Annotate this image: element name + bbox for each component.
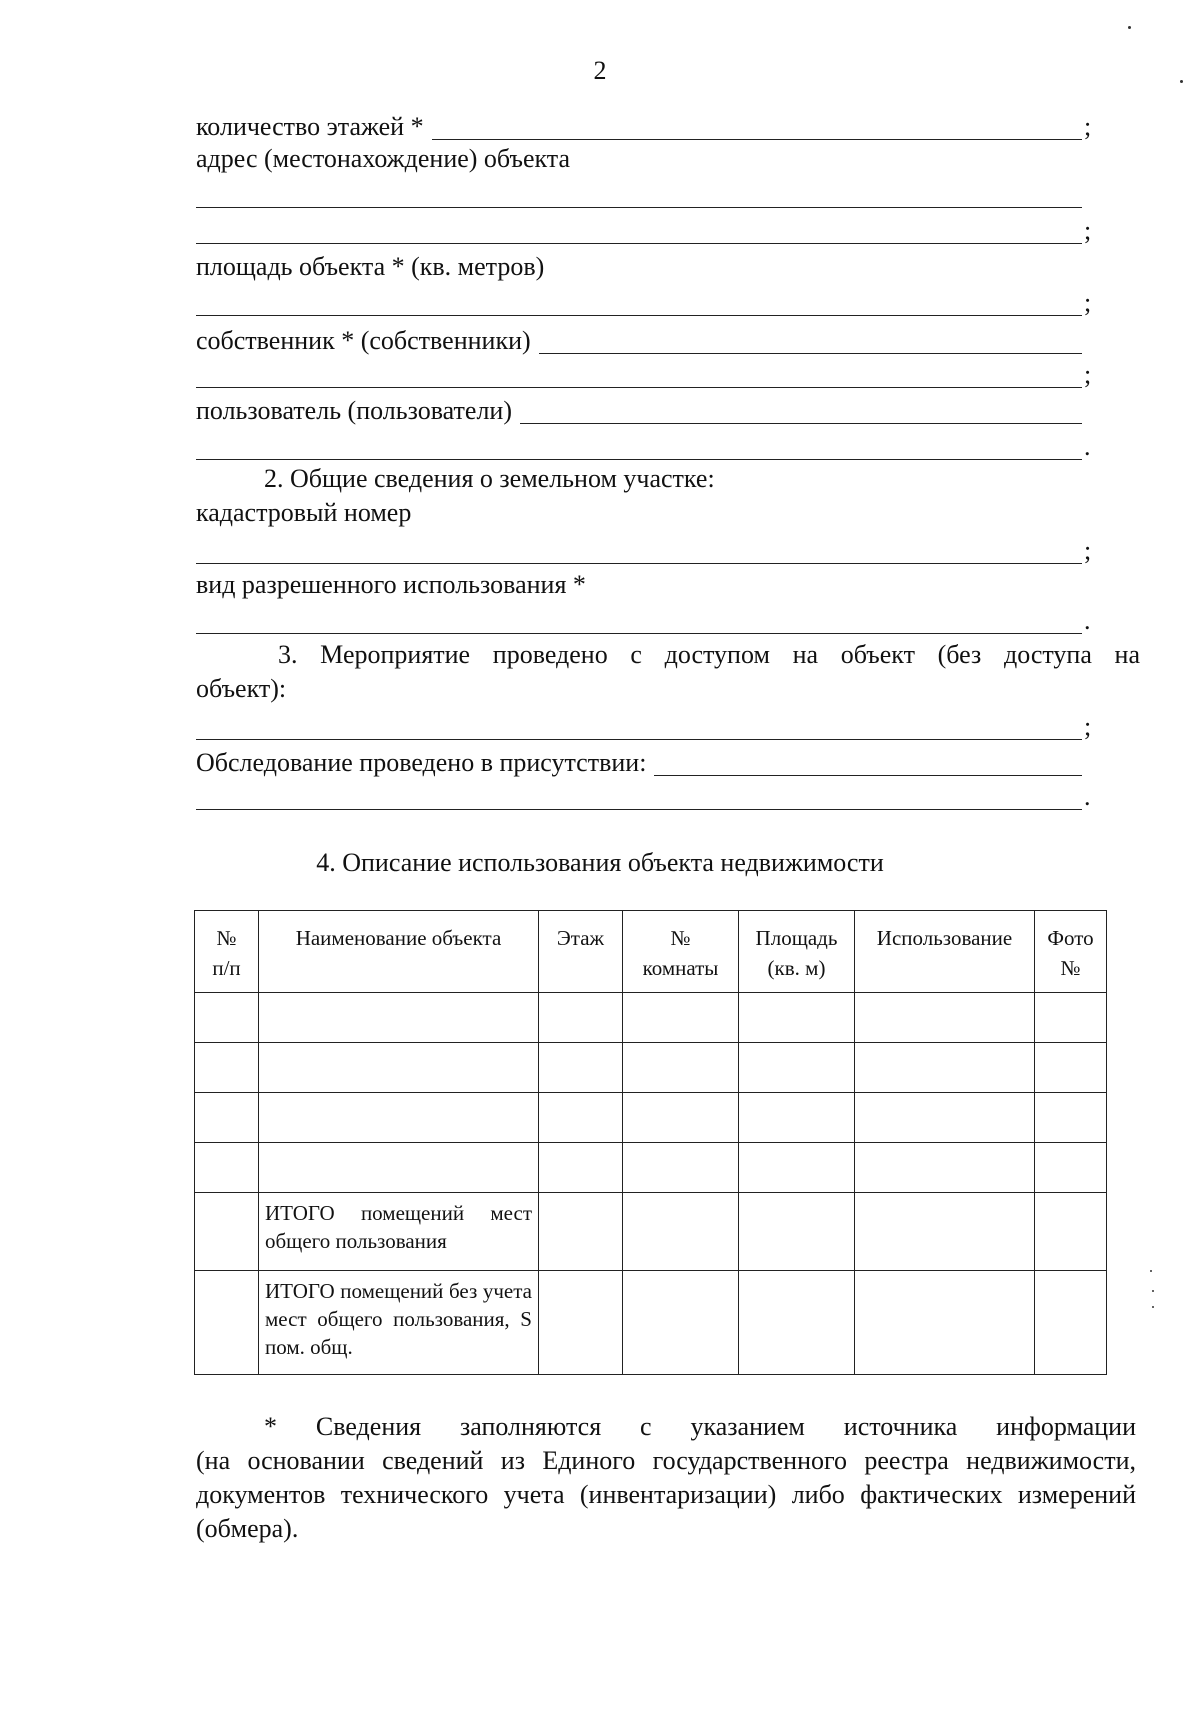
section2-title: 2. Общие сведения о земельном участке:	[264, 464, 715, 493]
table-row	[195, 1043, 1107, 1093]
owner-input-line[interactable]	[539, 327, 1082, 354]
user-label: пользователь (пользователи)	[196, 396, 512, 425]
scan-speck	[1180, 80, 1183, 83]
table-cell[interactable]	[623, 1043, 739, 1093]
permitted-use-line	[196, 602, 1096, 636]
col-header-number-a: №	[216, 926, 237, 950]
table-cell[interactable]	[855, 993, 1035, 1043]
scan-speck	[1150, 1270, 1152, 1272]
table-cell[interactable]	[623, 1193, 739, 1271]
area-semicolon: ;	[1084, 288, 1092, 317]
table-cell[interactable]	[855, 1093, 1035, 1143]
table-cell[interactable]	[623, 993, 739, 1043]
cadastral-input-line[interactable]	[196, 537, 1082, 564]
footnote-rest: (на основании сведений из Единого государственного реестра недвижимости, документов технического учета (инвентаризации) либо фактических измерений (обмера).	[196, 1446, 1136, 1543]
user-input-line[interactable]	[520, 397, 1082, 424]
table-cell[interactable]	[195, 1193, 259, 1271]
floors-field	[196, 108, 1096, 142]
user-input-line-2[interactable]	[196, 433, 1082, 460]
presence-label: Обследование проведено в присутствии:	[196, 748, 647, 777]
scan-speck	[1128, 26, 1131, 29]
scan-speck	[1152, 1290, 1154, 1292]
owner-input-line-2[interactable]	[196, 361, 1082, 388]
access-input-line[interactable]	[196, 713, 1082, 740]
presence-period: .	[1084, 782, 1091, 811]
table-cell[interactable]	[623, 1143, 739, 1193]
user-line-2	[196, 428, 1096, 462]
table-cell[interactable]	[739, 1193, 855, 1271]
table-cell[interactable]	[855, 1143, 1035, 1193]
col-header-room	[623, 911, 739, 993]
col-header-room-a: №	[670, 926, 691, 950]
table-cell[interactable]	[259, 1143, 539, 1193]
col-header-room-b: комнаты	[642, 956, 719, 980]
col-header-area-a: Площадь	[755, 926, 838, 950]
floors-semicolon: ;	[1084, 112, 1092, 141]
cadastral-semicolon: ;	[1084, 536, 1092, 565]
cadastral-line	[196, 532, 1096, 566]
col-header-area	[739, 911, 855, 993]
table-cell[interactable]	[539, 1271, 623, 1375]
table-header-row	[195, 911, 1107, 993]
owner-field	[196, 322, 1096, 356]
table-cell[interactable]	[623, 1271, 739, 1375]
col-header-number	[195, 911, 259, 993]
permitted-use-input-line[interactable]	[196, 607, 1082, 634]
access-line	[196, 708, 1096, 742]
table-cell[interactable]	[1035, 1193, 1107, 1271]
table-row	[195, 1143, 1107, 1193]
table-cell[interactable]	[195, 1143, 259, 1193]
section3-line1: 3. Мероприятие проведено с доступом на объект (без доступа на	[278, 640, 1140, 669]
address-label: адрес (местонахождение) объекта	[196, 144, 571, 173]
table-cell[interactable]	[195, 1093, 259, 1143]
total-excluding-label: ИТОГО помещений без учета мест общего пользования, S пом. общ.	[259, 1271, 539, 1375]
total-common-label: ИТОГО помещений мест общего пользования	[259, 1193, 539, 1271]
col-header-usage: Использование	[855, 911, 1035, 993]
table-cell[interactable]	[259, 1043, 539, 1093]
table-cell[interactable]	[539, 1143, 623, 1193]
col-header-area-b: (кв. м)	[767, 956, 826, 980]
col-header-photo-b: №	[1060, 956, 1081, 980]
table-cell[interactable]	[259, 1093, 539, 1143]
table-cell[interactable]	[739, 1143, 855, 1193]
table-cell[interactable]	[259, 993, 539, 1043]
presence-field	[196, 744, 1096, 778]
table-cell[interactable]	[1035, 1143, 1107, 1193]
area-input-line[interactable]	[196, 289, 1082, 316]
table-row	[195, 993, 1107, 1043]
table-cell[interactable]	[739, 1271, 855, 1375]
col-header-photo-a: Фото	[1047, 926, 1094, 950]
permitted-use-label: вид разрешенного использования *	[196, 570, 586, 599]
table-cell[interactable]	[195, 1271, 259, 1375]
table-cell[interactable]	[195, 1043, 259, 1093]
owner-line-2	[196, 356, 1096, 390]
usage-table	[194, 910, 1107, 1375]
address-line-1	[196, 176, 1096, 210]
owner-label: собственник * (собственники)	[196, 326, 531, 355]
table-cell[interactable]	[1035, 993, 1107, 1043]
area-label: площадь объекта * (кв. метров)	[196, 252, 545, 281]
footnote-line1: * Сведения заполняются с указанием источника информации	[264, 1412, 1136, 1441]
address-input-line-2[interactable]	[196, 217, 1082, 244]
table-cell[interactable]	[855, 1193, 1035, 1271]
table-row	[195, 1093, 1107, 1143]
table-cell[interactable]	[855, 1043, 1035, 1093]
address-line-2	[196, 212, 1096, 246]
section4-title: 4. Описание использования объекта недвижимости	[316, 848, 884, 877]
user-field	[196, 392, 1096, 426]
address-semicolon: ;	[1084, 216, 1092, 245]
table-cell[interactable]	[539, 1043, 623, 1093]
table-cell[interactable]	[539, 993, 623, 1043]
presence-input-line-2[interactable]	[196, 783, 1082, 810]
col-header-floor: Этаж	[539, 911, 623, 993]
permitted-use-period: .	[1084, 606, 1091, 635]
user-period: .	[1084, 432, 1091, 461]
owner-semicolon: ;	[1084, 360, 1092, 389]
floors-input-line[interactable]	[432, 113, 1082, 140]
floors-label: количество этажей *	[196, 112, 424, 141]
table-cell[interactable]	[623, 1093, 739, 1143]
access-semicolon: ;	[1084, 712, 1092, 741]
presence-line-2	[196, 778, 1096, 812]
col-header-photo	[1035, 911, 1107, 993]
page-number: 2	[593, 56, 607, 85]
table-cell[interactable]	[855, 1271, 1035, 1375]
col-header-name: Наименование объекта	[259, 911, 539, 993]
address-input-line-1[interactable]	[196, 181, 1082, 208]
table-cell[interactable]	[1035, 1043, 1107, 1093]
col-header-number-b: п/п	[212, 956, 241, 980]
area-line	[196, 284, 1096, 318]
presence-input-line[interactable]	[654, 749, 1082, 776]
table-cell[interactable]	[1035, 1271, 1107, 1375]
table-cell[interactable]	[539, 1193, 623, 1271]
table-cell[interactable]	[195, 993, 259, 1043]
table-cell[interactable]	[539, 1093, 623, 1143]
total-common-row	[195, 1193, 1107, 1271]
table-cell[interactable]	[739, 1043, 855, 1093]
scan-speck	[1152, 1306, 1154, 1308]
footnote	[196, 1410, 1136, 1546]
cadastral-label: кадастровый номер	[196, 498, 412, 527]
table-cell[interactable]	[739, 1093, 855, 1143]
table-cell[interactable]	[739, 993, 855, 1043]
table-cell[interactable]	[1035, 1093, 1107, 1143]
total-excluding-row	[195, 1271, 1107, 1375]
section3-line2: объект):	[196, 674, 287, 703]
